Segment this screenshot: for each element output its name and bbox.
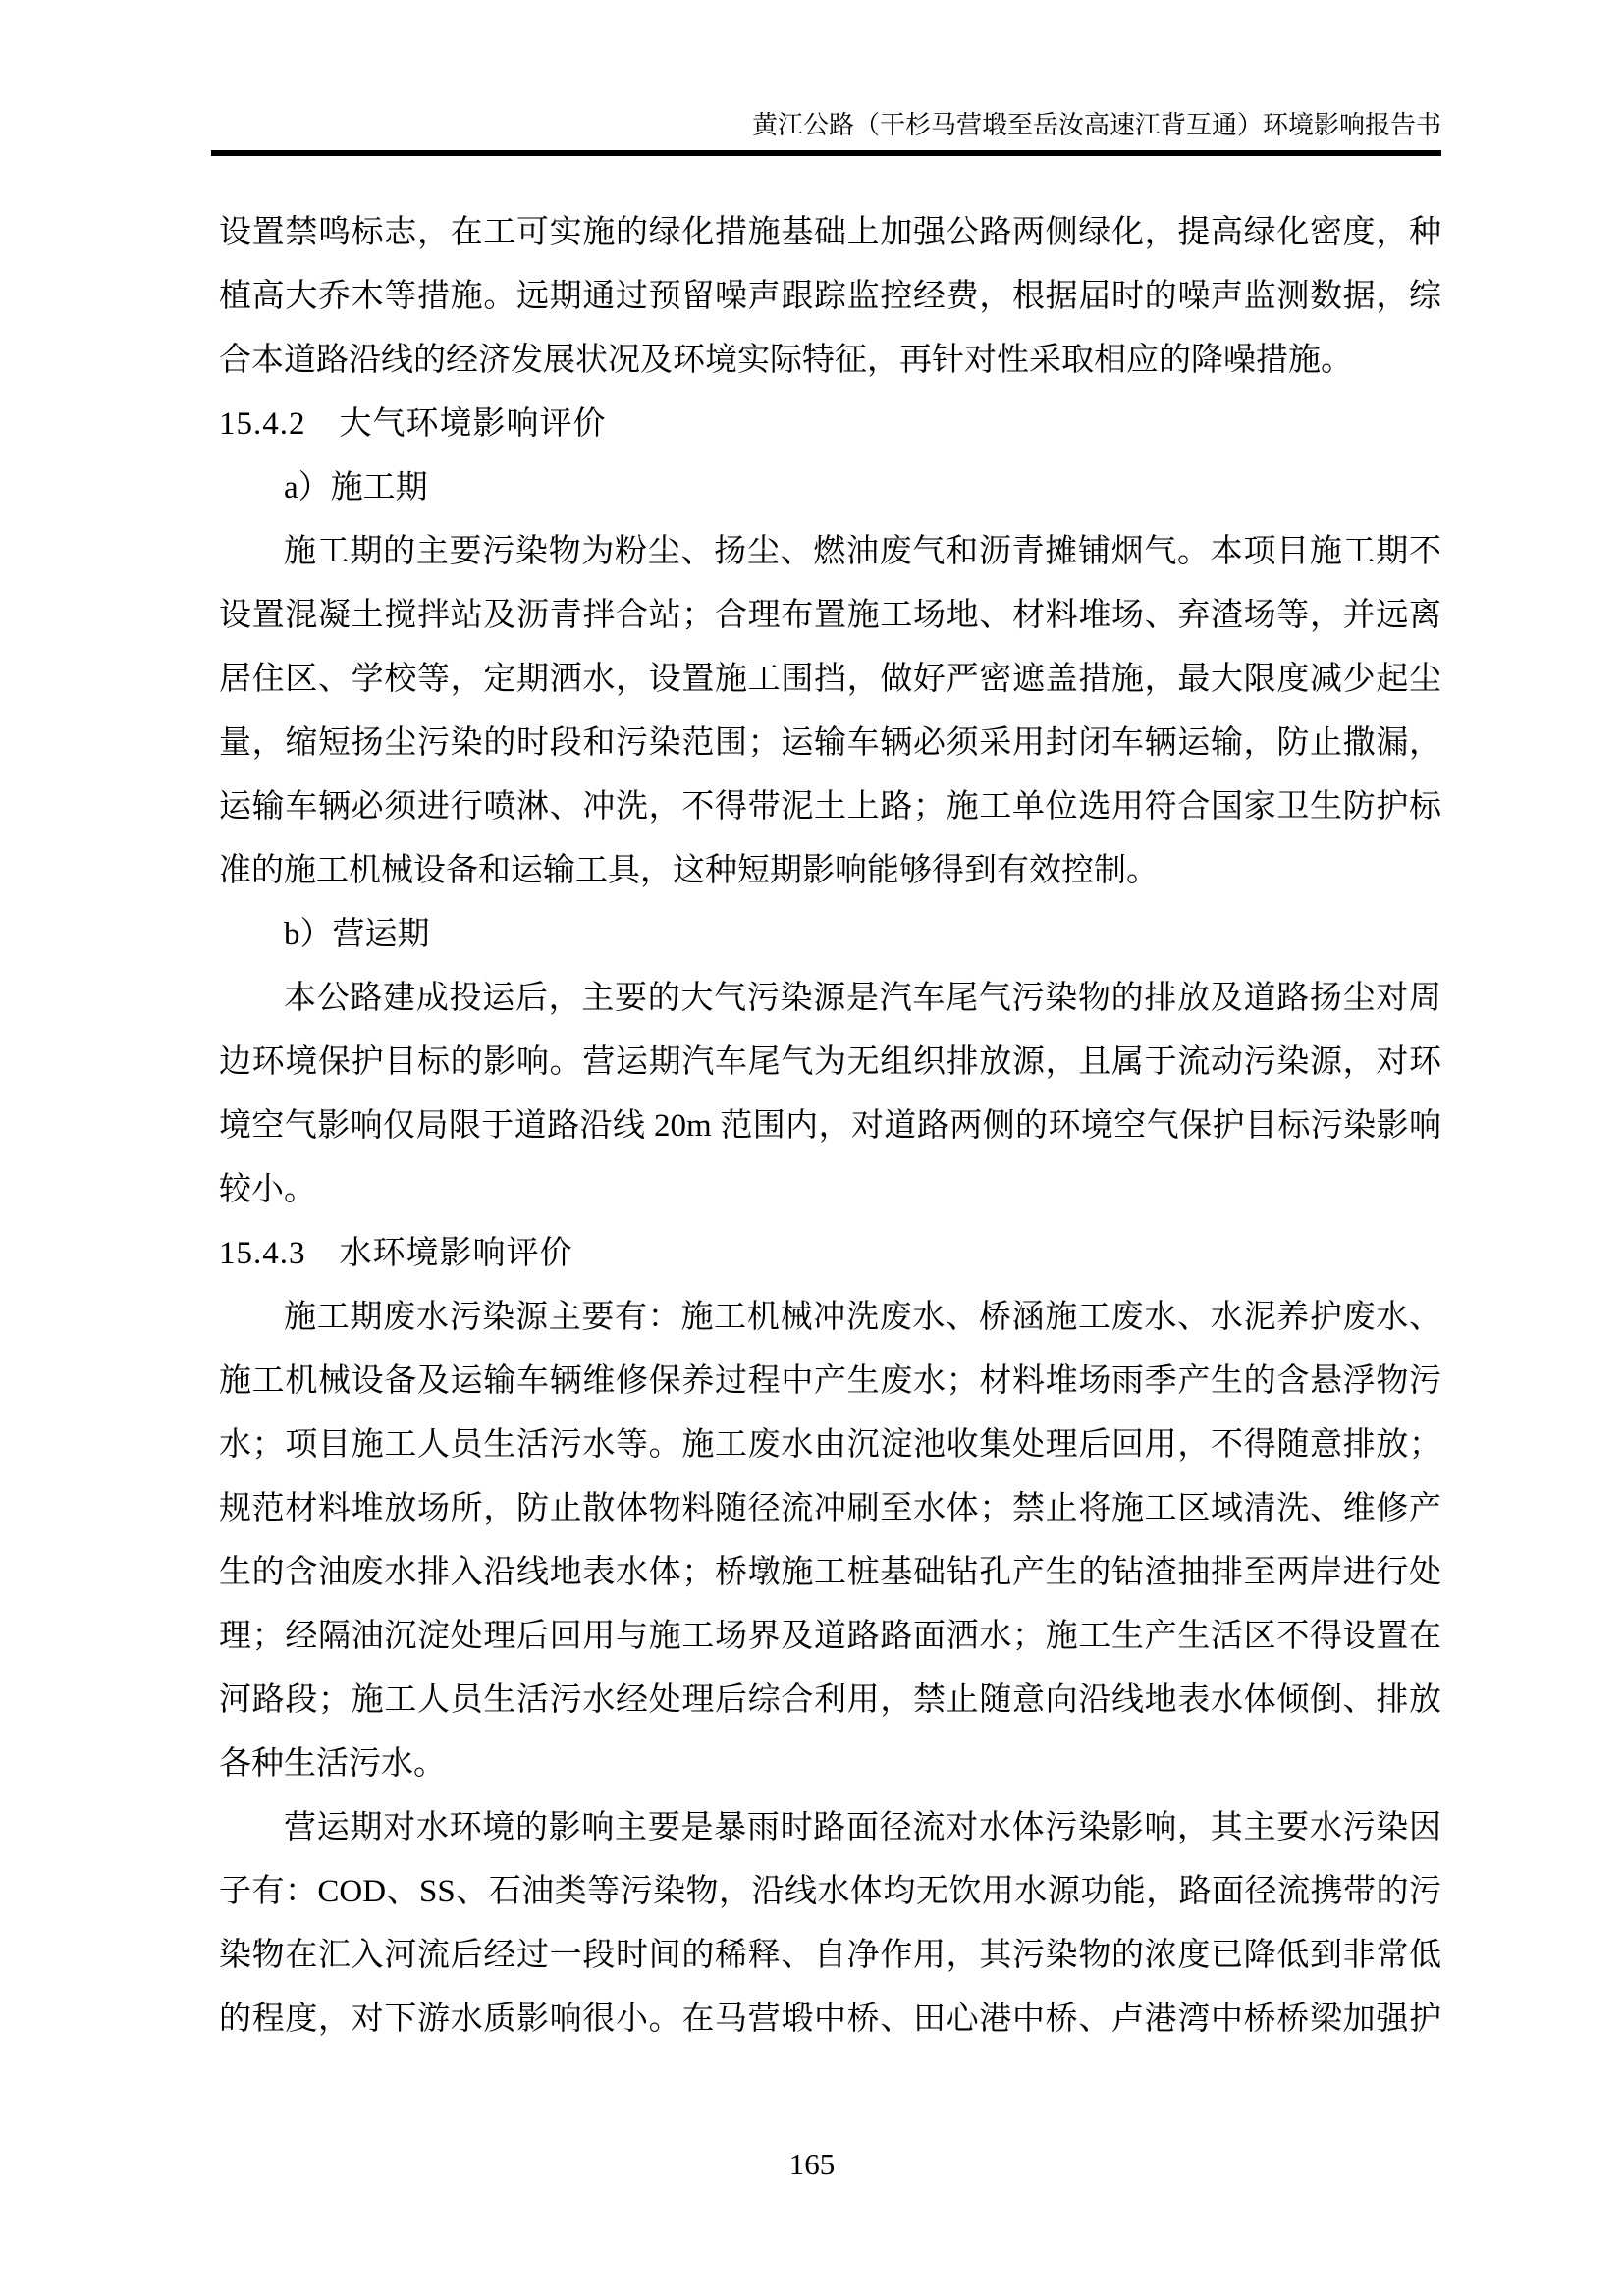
text-line: 较小。 — [219, 1172, 316, 1207]
text-line: 施工机械设备及运输车辆维修保养过程中产生废水；材料堆场雨季产生的含悬浮物污 — [219, 1363, 1441, 1399]
text-line: 准的施工机械设备和运输工具，这种短期影响能够得到有效控制。 — [219, 853, 1159, 888]
paragraph — [219, 967, 1441, 1222]
text-line: 15.4.3 水环境影响评价 — [219, 1236, 573, 1271]
section-heading — [219, 393, 1441, 456]
document-body — [219, 201, 1441, 2052]
text-line: 染物在汇入河流后经过一段时间的稀释、自净作用，其污染物的浓度已降低到非常低 — [219, 1938, 1441, 1973]
text-line: 施工期废水污染源主要有：施工机械冲洗废水、桥涵施工废水、水泥养护废水、 — [284, 1300, 1441, 1335]
text-line: 河路段；施工人员生活污水经处理后综合利用，禁止随意向沿线地表水体倾倒、排放 — [219, 1682, 1441, 1718]
sub-heading — [219, 456, 1441, 520]
paragraph — [219, 1796, 1441, 2052]
section-heading — [219, 1222, 1441, 1286]
text-line: 合本道路沿线的经济发展状况及环境实际特征，再针对性采取相应的降噪措施。 — [219, 343, 1353, 378]
page-number: 165 — [788, 2147, 836, 2181]
text-line: 居住区、学校等，定期洒水，设置施工围挡，做好严密遮盖措施，最大限度减少起尘 — [219, 662, 1441, 697]
text-line: 生的含油废水排入沿线地表水体；桥墩施工桩基础钻孔产生的钻渣抽排至两岸进行处 — [219, 1555, 1441, 1590]
paragraph — [219, 201, 1441, 393]
text-line: b）营运期 — [284, 917, 430, 952]
text-line: 境空气影响仅局限于道路沿线 20m 范围内，对道路两侧的环境空气保护目标污染影响 — [219, 1108, 1441, 1144]
sub-heading — [219, 903, 1441, 967]
text-line: 植高大乔木等措施。远期通过预留噪声跟踪监控经费，根据届时的噪声监测数据，综 — [219, 279, 1441, 314]
text-line: 本公路建成投运后，主要的大气污染源是汽车尾气污染物的排放及道路扬尘对周 — [284, 981, 1441, 1016]
text-line: a）施工期 — [284, 470, 428, 506]
text-line: 15.4.2 大气环境影响评价 — [219, 406, 607, 442]
page-header-title: 黄江公路（干杉马营塅至岳汝高速江背互通）环境影响报告书 — [751, 111, 1441, 139]
text-line: 运输车辆必须进行喷淋、冲洗，不得带泥土上路；施工单位选用符合国家卫生防护标 — [219, 789, 1441, 825]
text-line: 子有：COD、SS、石油类等污染物，沿线水体均无饮用水源功能，路面径流携带的污 — [219, 1874, 1441, 1909]
text-line: 水；项目施工人员生活污水等。施工废水由沉淀池收集处理后回用，不得随意排放； — [219, 1427, 1441, 1463]
text-line: 设置禁鸣标志，在工可实施的绿化措施基础上加强公路两侧绿化，提高绿化密度，种 — [219, 215, 1441, 250]
text-line: 各种生活污水。 — [219, 1746, 446, 1782]
text-line: 理；经隔油沉淀处理后回用与施工场界及道路路面洒水；施工生产生活区不得设置在 — [219, 1619, 1441, 1654]
paragraph — [219, 1286, 1441, 1796]
text-line: 设置混凝土搅拌站及沥青拌合站；合理布置施工场地、材料堆场、弃渣场等，并远离 — [219, 598, 1441, 633]
text-line: 营运期对水环境的影响主要是暴雨时路面径流对水体污染影响，其主要水污染因 — [284, 1810, 1441, 1845]
text-line: 的程度，对下游水质影响很小。在马营塅中桥、田心港中桥、卢港湾中桥桥梁加强护 — [219, 2002, 1441, 2037]
text-line: 规范材料堆放场所，防止散体物料随径流冲刷至水体；禁止将施工区域清洗、维修产 — [219, 1491, 1441, 1526]
header-divider-rule — [211, 150, 1441, 156]
text-line: 施工期的主要污染物为粉尘、扬尘、燃油废气和沥青摊铺烟气。本项目施工期不 — [284, 534, 1441, 569]
text-line: 边环境保护目标的影响。营运期汽车尾气为无组织排放源，且属于流动污染源，对环 — [219, 1044, 1441, 1080]
text-line: 量，缩短扬尘污染的时段和污染范围；运输车辆必须采用封闭车辆运输，防止撒漏， — [219, 725, 1441, 761]
paragraph — [219, 520, 1441, 903]
